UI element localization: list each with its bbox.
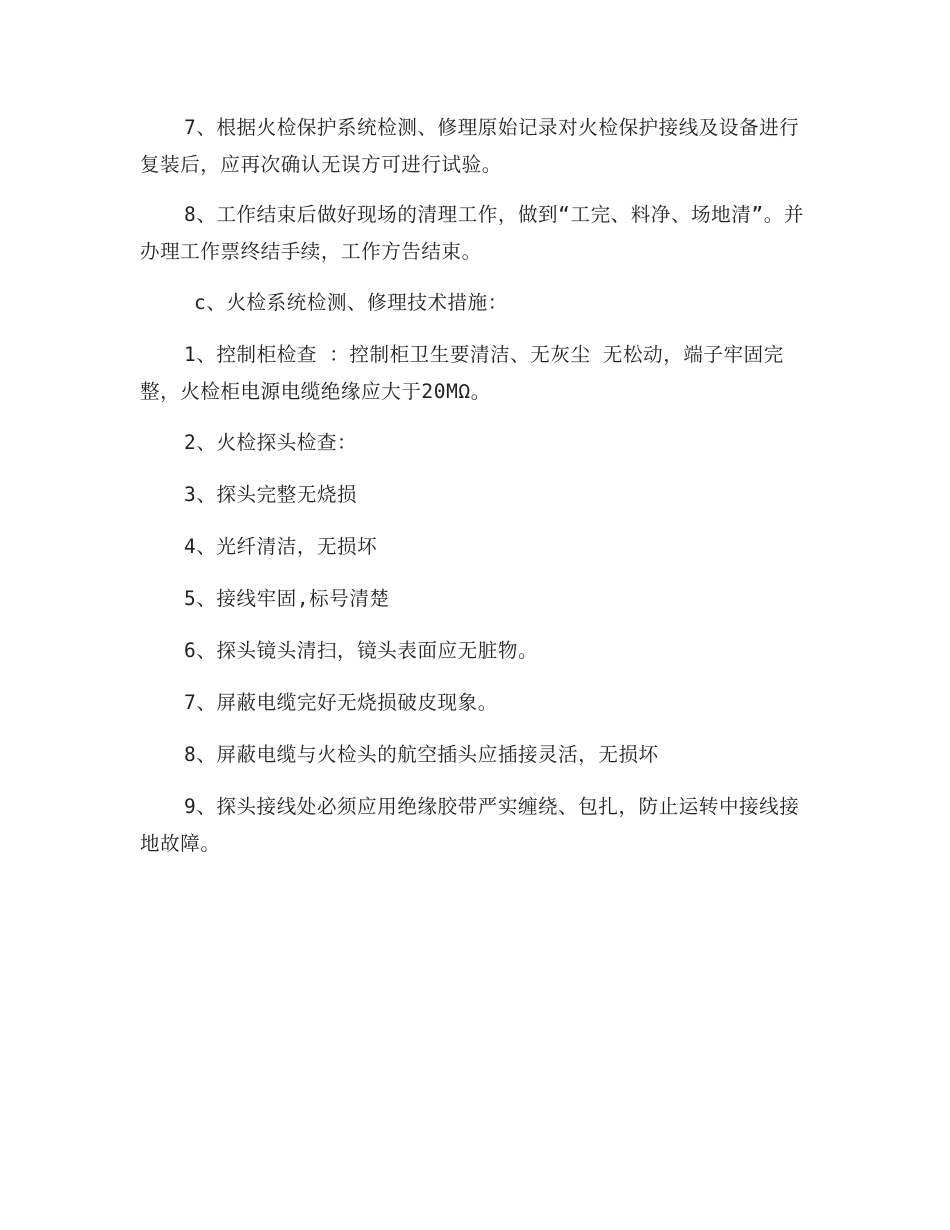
paragraph-item-7-reassembly: 7、根据火检保护系统检测、修理原始记录对火检保护接线及设备进行复装后，应再次确认无误方可进行试验。 — [140, 116, 800, 176]
paragraph-item-5-wiring: 5、接线牢固,标号清楚 — [184, 587, 390, 610]
paragraph-item-8-cleanup: 8、工作结束后做好现场的清理工作，做到“工完、料净、场地清”。并办理工作票终结手续，工作方告结束。 — [140, 203, 804, 263]
paragraph-item-4-fiber: 4、光纤清洁，无损坏 — [184, 535, 378, 558]
paragraph-item-1-control-cabinet: 1、控制柜检查 ：控制柜卫生要清洁、无灰尘 无松动，端子牢固完整，火检柜电源电缆绝缘应大于20MΩ。 — [140, 343, 784, 403]
paragraph-item-9-insulation: 9、探头接线处必须应用绝缘胶带严实缠绕、包扎，防止运转中接线接地故障。 — [140, 795, 800, 855]
paragraph-item-7-shield-cable: 7、屏蔽电缆完好无烧损破皮现象。 — [184, 691, 498, 714]
section-heading-c: c、火检系统检测、修理技术措施： — [194, 291, 508, 314]
paragraph-item-8-aviation-plug: 8、屏蔽电缆与火检头的航空插头应插接灵活，无损坏 — [184, 743, 659, 766]
paragraph-item-3-probe-intact: 3、探头完整无烧损 — [184, 483, 358, 506]
paragraph-item-2-probe-check: 2、火检探头检查： — [184, 431, 358, 454]
paragraph-item-6-lens: 6、探头镜头清扫，镜头表面应无脏物。 — [184, 639, 539, 662]
